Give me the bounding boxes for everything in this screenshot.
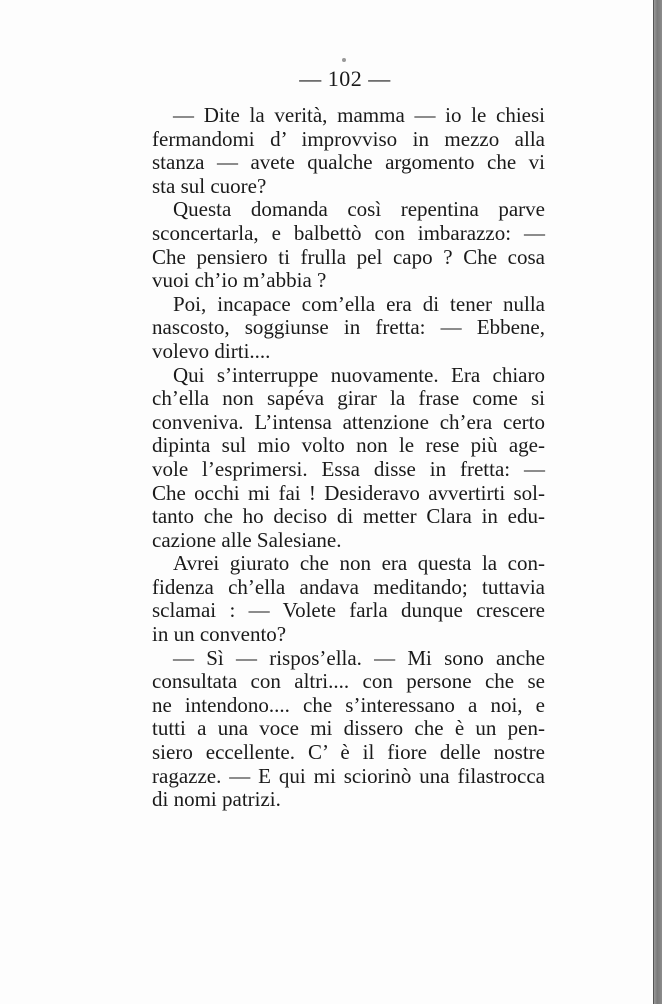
text-line: siero eccellente. C’ è il fiore delle nostre: [152, 740, 545, 765]
text-line: sconcertarla, e balbettò con imbarazzo: —: [152, 220, 545, 245]
text-line: Avrei giurato che non era questa la con-: [173, 551, 545, 576]
text-line: vuoi ch’io m’abbia ?: [152, 268, 327, 293]
text-line: Questa domanda così repentina parve: [173, 197, 545, 222]
text-line: nascosto, soggiunse in fretta: — Ebbene,: [152, 315, 545, 340]
text-line: fidenza ch’ella andava meditando; tuttavia: [152, 574, 545, 599]
text-line: volevo dirti....: [152, 338, 271, 363]
text-line: Qui s’interruppe nuovamente. Era chiaro: [173, 362, 545, 387]
text-line: in un convento?: [152, 622, 287, 647]
text-line: sta sul cuore?: [152, 173, 267, 198]
text-line: vole l’esprimersi. Essa disse in fretta: —: [152, 456, 545, 481]
text-line: ch’ella non sapéva girar la frase come si: [152, 386, 545, 411]
text-line: tanto che ho deciso di metter Clara in edu-: [152, 504, 545, 529]
page-number: — 102 —: [299, 66, 391, 91]
text-line: Che pensiero ti frulla pel capo ? Che cosa: [152, 244, 545, 269]
text-line: stanza — avete qualche argomento che vi: [152, 150, 545, 175]
text-line: Che occhi mi fai ! Desideravo avvertirti sol-: [152, 480, 545, 505]
text-line: — Sì — rispos’ella. — Mi sono anche: [173, 645, 545, 670]
text-line: di nomi patrizi.: [152, 787, 281, 812]
text-line: dipinta sul mio volto non le rese più age-: [152, 433, 545, 458]
text-line: ragazze. — E qui mi sciorinò una filastrocca: [152, 763, 545, 788]
text-line: ne intendono.... che s’interessano a noi, e: [152, 692, 545, 717]
text-line: cazione alle Salesiane.: [152, 527, 342, 552]
body-text: [152, 104, 545, 812]
text-line: conveniva. L’intensa attenzione ch’era certo: [152, 409, 545, 434]
ink-speck: [342, 58, 346, 62]
text-line: tutti a una voce mi dissero che è un pen-: [152, 716, 545, 741]
text-line: sclamai : — Volete farla dunque crescere: [152, 598, 545, 623]
text-line: consultata con altri.... con persone che se: [152, 669, 545, 694]
text-line: Poi, incapace com’ella era di tener nulla: [173, 291, 545, 316]
text-line: — Dite la verità, mamma — io le chiesi: [173, 103, 545, 127]
text-line: fermandomi d’ improvviso in mezzo alla: [152, 126, 545, 151]
page-edge-shadow: [653, 0, 662, 1004]
